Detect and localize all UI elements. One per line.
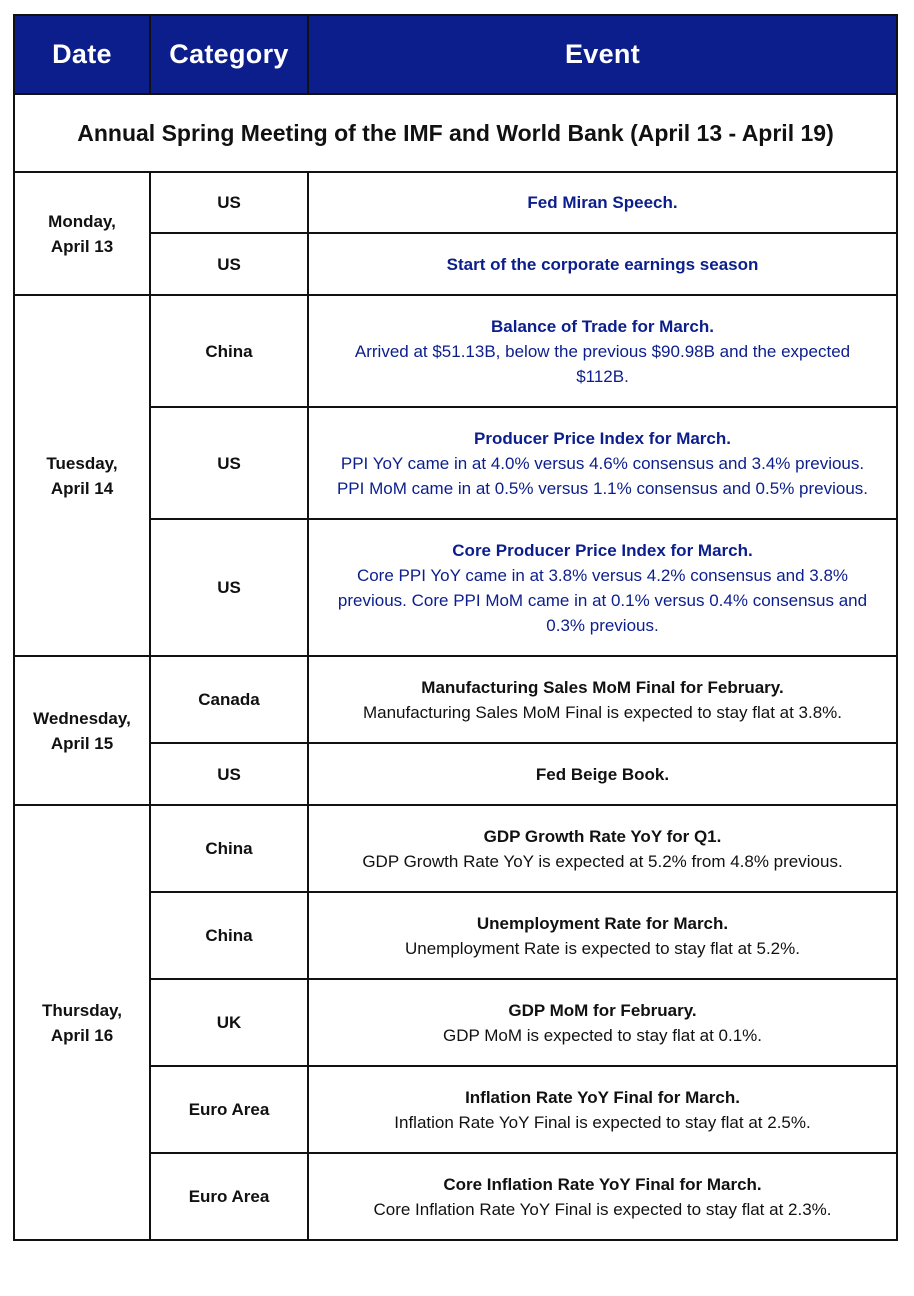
event-cell: [308, 743, 897, 805]
date-day: April 13: [50, 236, 114, 256]
event-detail: Core Inflation Rate YoY Final is expected to stay flat at 2.3%.: [373, 1199, 832, 1219]
category-cell: US: [150, 407, 308, 519]
table-row: [14, 656, 897, 743]
event-title: Inflation Rate YoY Final for March.: [465, 1087, 740, 1107]
event-cell: [308, 233, 897, 295]
date-day: April 15: [50, 733, 114, 753]
category-cell: US: [150, 519, 308, 656]
event-cell: [308, 172, 897, 233]
meeting-banner: Annual Spring Meeting of the IMF and World Bank (April 13 - April 19): [14, 94, 897, 172]
event-title: GDP MoM for February.: [508, 1000, 697, 1020]
category-cell: China: [150, 295, 308, 407]
header-row: [14, 15, 897, 94]
event-cell: [308, 407, 897, 519]
category-cell: US: [150, 743, 308, 805]
event-detail: GDP MoM is expected to stay flat at 0.1%.: [442, 1025, 763, 1045]
event-cell: [308, 892, 897, 979]
category-cell: China: [150, 892, 308, 979]
event-cell: [308, 805, 897, 892]
event-title: Start of the corporate earnings season: [446, 254, 759, 274]
event-detail: Manufacturing Sales MoM Final is expected to stay flat at 3.8%.: [362, 702, 843, 722]
event-cell: [308, 656, 897, 743]
category-column-header: Category: [150, 15, 308, 94]
category-cell: UK: [150, 979, 308, 1066]
banner-row: [14, 94, 897, 172]
category-cell: Euro Area: [150, 1153, 308, 1240]
date-weekday: Monday,: [48, 211, 116, 231]
event-cell: [308, 1153, 897, 1240]
date-day: April 14: [50, 478, 114, 498]
table-row: [14, 172, 897, 233]
event-title: Fed Miran Speech.: [527, 193, 678, 212]
event-title: Producer Price Index for March.: [474, 428, 731, 448]
category-cell: China: [150, 805, 308, 892]
category-cell: US: [150, 172, 308, 233]
event-detail: Unemployment Rate is expected to stay flat at 5.2%.: [405, 938, 800, 958]
date-cell: [14, 172, 150, 295]
date-column-header: Date: [14, 15, 150, 94]
date-weekday: Tuesday,: [46, 453, 118, 473]
event-detail: GDP Growth Rate YoY is expected at 5.2% from 4.8% previous.: [362, 851, 843, 871]
event-cell: [308, 979, 897, 1066]
economic-calendar-table: [13, 14, 898, 1241]
date-cell: [14, 656, 150, 805]
date-weekday: Wednesday,: [33, 708, 131, 728]
date-cell: [14, 805, 150, 1240]
event-cell: [308, 295, 897, 407]
event-title: Core Inflation Rate YoY Final for March.: [443, 1174, 762, 1194]
event-detail: PPI YoY came in at 4.0% versus 4.6% consensus and 3.4% previous. PPI MoM came in at 0.5% versus 1.1% consensus and 0.5% previous.: [336, 453, 869, 498]
date-weekday: Thursday,: [42, 1000, 122, 1020]
event-column-header: Event: [308, 15, 897, 94]
table-row: [14, 805, 897, 892]
event-cell: [308, 1066, 897, 1153]
category-cell: Euro Area: [150, 1066, 308, 1153]
event-title: Balance of Trade for March.: [491, 316, 714, 336]
date-cell: [14, 295, 150, 656]
event-title: Fed Beige Book.: [535, 764, 670, 784]
table-row: [14, 295, 897, 407]
date-day: April 16: [50, 1025, 114, 1045]
event-cell: [308, 519, 897, 656]
event-title: Unemployment Rate for March.: [476, 913, 729, 933]
event-title: Core Producer Price Index for March.: [452, 540, 753, 560]
event-title: Manufacturing Sales MoM Final for February.: [421, 677, 784, 697]
event-title: GDP Growth Rate YoY for Q1.: [483, 826, 722, 846]
category-cell: US: [150, 233, 308, 295]
event-detail: Inflation Rate YoY Final is expected to stay flat at 2.5%.: [394, 1112, 811, 1132]
event-detail: Arrived at $51.13B, below the previous $90.98B and the expected $112B.: [354, 341, 851, 386]
event-detail: Core PPI YoY came in at 3.8% versus 4.2% consensus and 3.8% previous. Core PPI MoM came in at 0.1% versus 0.4% consensus and 0.3% previous.: [337, 565, 868, 635]
category-cell: Canada: [150, 656, 308, 743]
